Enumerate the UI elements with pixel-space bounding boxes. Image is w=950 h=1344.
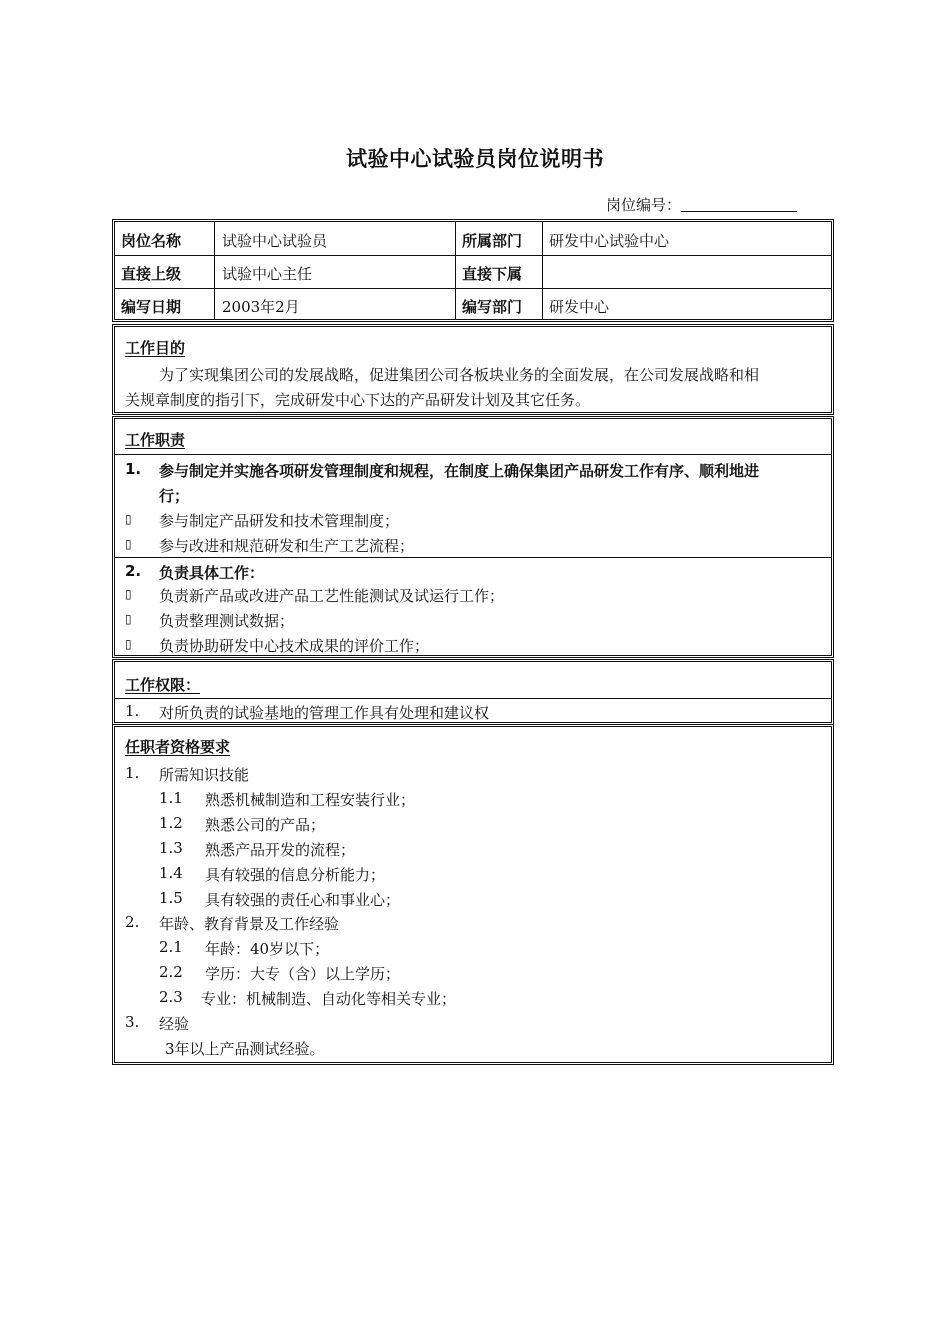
experience-text: 3年以上产品测试经验。 <box>165 1040 325 1058</box>
table-divider <box>214 222 215 319</box>
duty-2-sub-3: 负责协助研发中心技术成果的评价工作； <box>159 637 430 655</box>
background-1-number: 2.1 <box>159 938 183 956</box>
knowledge-2-number: 1.2 <box>159 814 183 832</box>
duty-2-number: 2. <box>125 562 142 580</box>
label-department: 所属部门 <box>462 232 523 250</box>
qual-section-3-number: 3. <box>125 1013 140 1031</box>
duties-heading: 工作职责 <box>125 431 186 449</box>
authority-text: 对所负责的试验基地的管理工作具有处理和建议权 <box>159 704 490 722</box>
duty-1-title-line-2: 行； <box>159 487 190 505</box>
knowledge-1-text: 熟悉机械制造和工程安装行业； <box>205 791 416 809</box>
knowledge-5-number: 1.5 <box>159 889 183 907</box>
knowledge-2-text: 熟悉公司的产品； <box>205 816 326 834</box>
purpose-line-2: 关规章制度的指引下，完成研发中心下达的产品研发计划及其它任务。 <box>125 391 591 409</box>
duty-2-sub-2: 负责整理测试数据； <box>159 612 295 630</box>
section-divider <box>115 557 831 558</box>
label-author-dept: 编写部门 <box>462 298 523 316</box>
duty-2-sub-1: 负责新产品或改进产品工艺性能测试及试运行工作； <box>159 587 505 605</box>
qual-section-1-number: 1. <box>125 764 140 782</box>
value-position-name: 试验中心试验员 <box>222 232 328 250</box>
knowledge-3-text: 熟悉产品开发的流程； <box>205 841 356 859</box>
bullet-square-icon: ▯ <box>125 612 132 626</box>
knowledge-1-number: 1.1 <box>159 789 183 807</box>
authority-number: 1. <box>125 702 140 720</box>
table-divider <box>455 222 456 319</box>
qual-section-2-number: 2. <box>125 913 140 931</box>
background-1-text: 年龄：40岁以下； <box>205 940 330 958</box>
table-divider <box>542 222 543 319</box>
qualifications-heading: 任职者资格要求 <box>125 738 231 756</box>
position-code-line <box>606 194 797 215</box>
value-department: 研发中心试验中心 <box>549 232 670 250</box>
table-divider <box>115 288 831 289</box>
background-2-text: 学历：大专（含）以上学历； <box>205 965 401 983</box>
duty-1-sub-1: 参与制定产品研发和技术管理制度； <box>159 512 400 530</box>
knowledge-3-number: 1.3 <box>159 839 183 857</box>
background-2-number: 2.2 <box>159 963 183 981</box>
knowledge-5-text: 具有较强的责任心和事业心； <box>205 891 401 909</box>
duty-1-sub-2: 参与改进和规范研发和生产工艺流程； <box>159 537 415 555</box>
bullet-square-icon: ▯ <box>125 637 132 651</box>
value-superior: 试验中心主任 <box>222 265 313 283</box>
duty-1-title-line-1: 参与制定并实施各项研发管理制度和规程，在制度上确保集团产品研发工作有序、顺利地进 <box>159 462 760 480</box>
duties-section <box>112 416 834 658</box>
background-3-number: 2.3 <box>159 988 183 1006</box>
table-divider <box>115 255 831 256</box>
authority-heading: 工作权限： <box>125 676 201 694</box>
qual-section-3-text: 经验 <box>159 1015 190 1033</box>
qualifications-section <box>112 724 834 1065</box>
section-divider <box>115 698 831 699</box>
position-code-label: 岗位编号： <box>606 196 682 214</box>
label-subordinate: 直接下属 <box>462 265 523 283</box>
label-date: 编写日期 <box>121 298 182 316</box>
background-3-text: 专业：机械制造、自动化等相关专业； <box>201 990 457 1008</box>
knowledge-4-text: 具有较强的信息分析能力； <box>205 866 386 884</box>
purpose-heading: 工作目的 <box>125 339 186 357</box>
purpose-line-1: 为了实现集团公司的发展战略，促进集团公司各板块业务的全面发展，在公司发展战略和相 <box>159 366 760 384</box>
position-code-blank[interactable] <box>681 197 797 212</box>
purpose-section <box>112 324 834 415</box>
value-author-dept: 研发中心 <box>549 298 610 316</box>
authority-section <box>112 659 834 725</box>
knowledge-4-number: 1.4 <box>159 864 183 882</box>
value-date: 2003年2月 <box>222 298 300 316</box>
document-title: 试验中心试验员岗位说明书 <box>346 147 604 171</box>
label-superior: 直接上级 <box>121 265 182 283</box>
duty-1-number: 1. <box>125 460 142 478</box>
qual-section-1-text: 所需知识技能 <box>159 766 250 784</box>
bullet-square-icon: ▯ <box>125 537 132 551</box>
bullet-square-icon: ▯ <box>125 512 132 526</box>
duty-2-title: 负责具体工作： <box>159 564 265 582</box>
section-divider <box>115 454 831 455</box>
info-table <box>112 219 834 322</box>
bullet-square-icon: ▯ <box>125 587 132 601</box>
label-position-name: 岗位名称 <box>121 232 182 250</box>
qual-section-2-text: 年龄、教育背景及工作经验 <box>159 915 340 933</box>
